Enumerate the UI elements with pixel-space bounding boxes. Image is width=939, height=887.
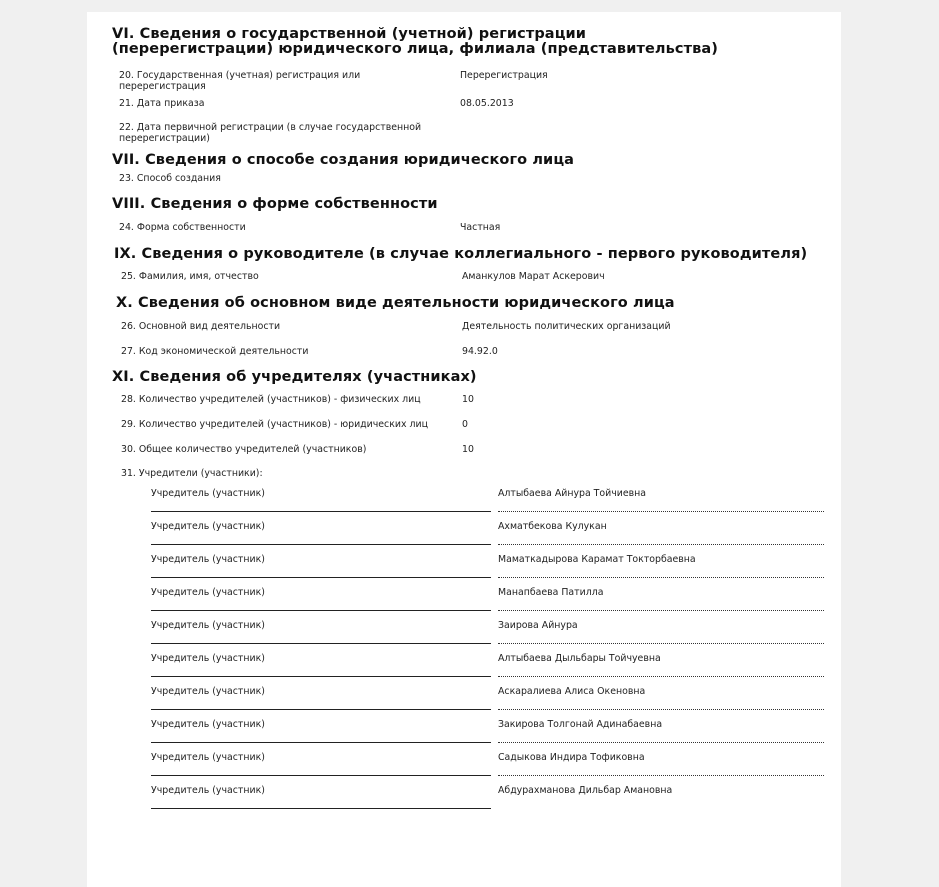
founder-name: Алтыбаева Дыльбары Тойчуевна bbox=[498, 653, 824, 677]
section-xi-title: XI. Сведения об учредителях (участниках) bbox=[112, 369, 477, 385]
field-31-label: 31. Учредители (участники): bbox=[121, 468, 263, 479]
founder-row bbox=[151, 653, 824, 686]
field-26-value: Деятельность политических организаций bbox=[462, 321, 671, 332]
field-27-label: 27. Код экономической деятельности bbox=[121, 346, 309, 357]
founder-row bbox=[151, 554, 824, 587]
founder-name: Аскаралиева Алиса Океновна bbox=[498, 686, 824, 710]
field-30-value: 10 bbox=[462, 444, 474, 455]
founder-name: Алтыбаева Айнура Тойчиевна bbox=[498, 488, 824, 512]
field-25-value: Аманкулов Марат Аскерович bbox=[462, 271, 605, 282]
founder-label: Учредитель (участник) bbox=[151, 752, 491, 776]
founder-name: Закирова Толгонай Адинабаевна bbox=[498, 719, 824, 743]
section-x-title: X. Сведения об основном виде деятельности юридического лица bbox=[116, 295, 675, 311]
founder-label: Учредитель (участник) bbox=[151, 521, 491, 545]
field-29-label: 29. Количество учредителей (участников) - юридических лиц bbox=[121, 419, 428, 430]
founder-label: Учредитель (участник) bbox=[151, 620, 491, 644]
founder-name: Маматкадырова Карамат Токторбаевна bbox=[498, 554, 824, 578]
founder-name: Абдурахманова Дильбар Амановна bbox=[498, 785, 673, 796]
field-27-value: 94.92.0 bbox=[462, 346, 498, 357]
field-21-value: 08.05.2013 bbox=[460, 98, 514, 109]
field-21-label: 21. Дата приказа bbox=[119, 98, 205, 109]
founder-row bbox=[151, 620, 824, 653]
section-viii-title: VIII. Сведения о форме собственности bbox=[112, 196, 438, 212]
field-28-label: 28. Количество учредителей (участников) - физических лиц bbox=[121, 394, 421, 405]
field-24-value: Частная bbox=[460, 222, 501, 233]
founder-name: Ахматбекова Кулукан bbox=[498, 521, 824, 545]
field-24-label: 24. Форма собственности bbox=[119, 222, 246, 233]
founder-row bbox=[151, 686, 824, 719]
founder-row bbox=[151, 521, 824, 554]
founder-label: Учредитель (участник) bbox=[151, 719, 491, 743]
field-20-label: 20. Государственная (учетная) регистрация или перерегистрация bbox=[119, 70, 361, 92]
section-vii-title: VII. Сведения о способе создания юридического лица bbox=[112, 152, 575, 168]
founder-name: Садыкова Индира Тофиковна bbox=[498, 752, 824, 776]
section-ix-title: IX. Сведения о руководителе (в случае коллегиального - первого руководителя) bbox=[114, 246, 808, 262]
founder-label: Учредитель (участник) bbox=[151, 686, 491, 710]
founder-label: Учредитель (участник) bbox=[151, 488, 491, 512]
field-23-label: 23. Способ создания bbox=[119, 173, 221, 184]
founder-row bbox=[151, 719, 824, 752]
field-20-value: Перерегистрация bbox=[460, 70, 548, 81]
document-page bbox=[87, 12, 841, 887]
founder-row bbox=[151, 587, 824, 620]
field-30-label: 30. Общее количество учредителей (участников) bbox=[121, 444, 367, 455]
field-25-label: 25. Фамилия, имя, отчество bbox=[121, 271, 259, 282]
founder-name: Заирова Айнура bbox=[498, 620, 824, 644]
field-22-label: 22. Дата первичной регистрации (в случае государственной перерегистрации) bbox=[119, 122, 422, 144]
founder-label: Учредитель (участник) bbox=[151, 554, 491, 578]
founder-label: Учредитель (участник) bbox=[151, 785, 491, 809]
founder-row bbox=[151, 752, 824, 785]
founder-row bbox=[151, 785, 824, 818]
field-29-value: 0 bbox=[462, 419, 468, 430]
founder-name: Манапбаева Патилла bbox=[498, 587, 824, 611]
section-vi-title: VI. Сведения о государственной (учетной) регистрации (перерегистрации) юридического лица, филиала (представительства) bbox=[112, 26, 718, 57]
founder-label: Учредитель (участник) bbox=[151, 653, 491, 677]
founder-label: Учредитель (участник) bbox=[151, 587, 491, 611]
field-28-value: 10 bbox=[462, 394, 474, 405]
founder-row bbox=[151, 488, 824, 521]
field-26-label: 26. Основной вид деятельности bbox=[121, 321, 281, 332]
